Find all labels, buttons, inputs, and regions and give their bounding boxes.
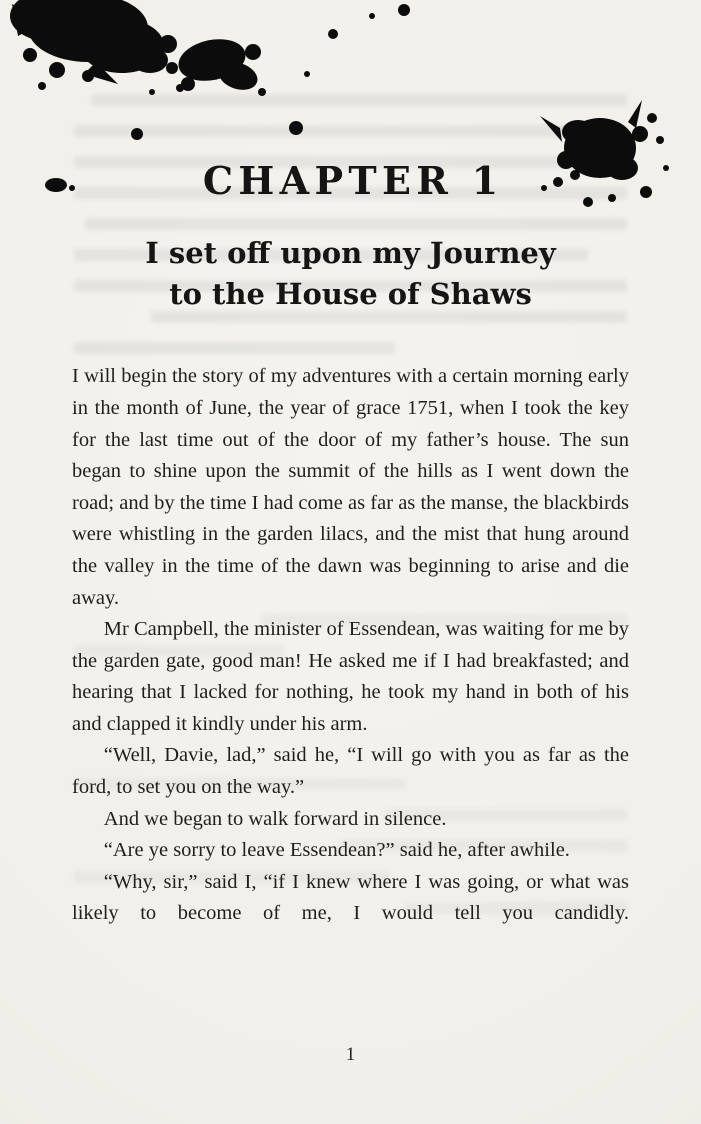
body-paragraph-6: “Why, sir,” said I, “if I knew where I was going, or what was likely to become of me, I would tell you candidly. [72, 870, 629, 925]
body-paragraph-4: And we began to walk forward in silence. [103, 807, 447, 830]
ink-blot-right [540, 100, 669, 207]
chapter-title [72, 233, 629, 315]
body-text-block [72, 361, 629, 930]
body-paragraph-1: I will begin the story of my adventures with a certain morning early in the month of June, the year of grace 1751, when I took the key for the last time out of the door of my father’s house. The sun began to shine upon the summit of the hills as I went down the road; and by the time I had come as far as the manse, the blackbirds were whistling in the garden lilacs, and the mist that hung around the valley in the time of the dawn was beginning to arise and die away. [72, 365, 629, 609]
ink-blot-top-left [10, 0, 184, 95]
body-paragraph-2: Mr Campbell, the minister of Essendean, was waiting for me by the garden gate, good man! He asked me if I had breakfasted; and hearing that I lacked for nothing, he took my hand in both of his and clapped it kindly under his arm. [72, 618, 629, 735]
chapter-heading: CHAPTER 1 [202, 158, 504, 203]
ink-mark-left-margin [45, 178, 75, 192]
body-paragraph-3: “Well, Davie, lad,” said he, “I will go with you as far as the ford, to set you on the way.” [72, 744, 629, 799]
ink-splatter-decoration [0, 0, 701, 240]
body-paragraph-5: “Are ye sorry to leave Essendean?” said he, after awhile. [103, 839, 570, 862]
chapter-title-line2: to the House of Shaws [169, 277, 532, 312]
chapter-title-line1: I set off upon my Journey [145, 236, 556, 270]
page-number: 1 [345, 1044, 356, 1065]
